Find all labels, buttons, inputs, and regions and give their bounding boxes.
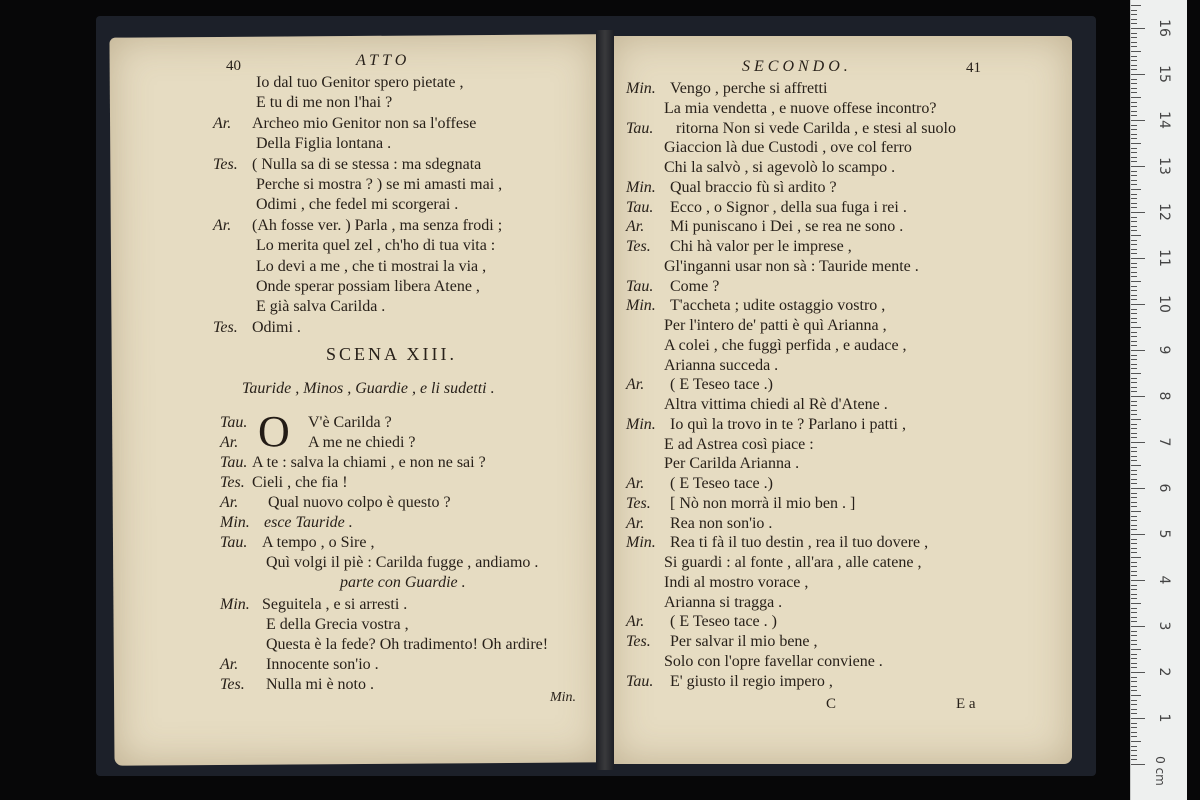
ruler-tick (1131, 594, 1137, 595)
ruler-tick (1131, 290, 1137, 291)
ruler-tick (1131, 341, 1137, 342)
text-line: Rea ti fà il tuo destin , rea il tuo dovere , (670, 534, 929, 552)
ruler-tick (1131, 603, 1141, 604)
ruler-tick (1131, 635, 1137, 636)
ruler-tick (1131, 28, 1145, 29)
ruler-tick (1131, 677, 1137, 678)
ruler-tick (1131, 557, 1141, 558)
ruler-tick (1131, 534, 1145, 535)
text-line: Lo devi a me , che ti mostrai la via , (256, 257, 487, 275)
drop-capital: O (258, 407, 290, 456)
ruler-tick (1131, 644, 1137, 645)
ruler-tick (1131, 313, 1137, 314)
ruler-number: 13 (1156, 157, 1172, 175)
ruler-number: 9 (1156, 345, 1172, 355)
text-line: La mia vendetta , e nuove offese incontro? (664, 99, 937, 117)
ruler-tick (1131, 649, 1141, 650)
ruler-tick (1131, 157, 1137, 158)
speaker-label: Min. (220, 514, 250, 531)
ruler-tick (1131, 520, 1137, 521)
speaker-label: Ar. (213, 114, 232, 132)
text-line: Arianna si tragga . (664, 593, 783, 611)
ruler-tick (1131, 322, 1137, 323)
ruler-tick (1131, 79, 1137, 80)
ruler-tick (1131, 709, 1137, 710)
text-line: ( Nulla sa di se stessa : ma sdegnata (252, 155, 482, 173)
text-line: V'è Carilda ? (308, 414, 392, 431)
ruler-tick (1131, 465, 1141, 466)
ruler-tick (1131, 115, 1137, 116)
ruler-tick (1131, 681, 1137, 682)
speaker-label: Ar. (626, 475, 645, 492)
right-catchword: E a (956, 696, 976, 712)
left-catchword: Min. (550, 690, 577, 705)
text-line: Qual nuovo colpo è questo ? (268, 494, 451, 511)
speaker-label: Tes. (626, 633, 651, 650)
ruler-tick (1131, 10, 1137, 11)
ruler-tick (1131, 373, 1141, 374)
ruler-number: 15 (1156, 65, 1172, 83)
text-line: Lo merita quel zel , ch'ho di tua vita : (256, 237, 496, 255)
speaker-label: Ar. (626, 613, 645, 631)
ruler-tick (1131, 497, 1137, 498)
ruler-tick (1131, 502, 1137, 503)
ruler-number: 7 (1156, 437, 1172, 447)
ruler-tick (1131, 42, 1137, 43)
ruler-tick (1131, 240, 1137, 241)
text-line: Della Figlia lontana . (256, 135, 392, 153)
speaker-label: Ar. (626, 376, 645, 394)
ruler-tick (1131, 516, 1137, 517)
speaker-label: Min. (626, 534, 656, 552)
ruler-tick (1131, 327, 1141, 328)
ruler-tick (1131, 244, 1137, 245)
text-line: Io quì la trovo in te ? Parlano i patti , (670, 415, 906, 433)
ruler-tick (1131, 336, 1137, 337)
ruler-tick (1131, 226, 1137, 227)
book-gutter (596, 30, 614, 770)
text-line: Per l'intero de' patti è quì Arianna , (664, 317, 887, 334)
ruler-tick (1131, 221, 1137, 222)
ruler-tick (1131, 488, 1145, 489)
ruler-tick (1131, 598, 1137, 599)
ruler-tick (1131, 764, 1145, 765)
ruler-unit-label: 0 cm (1152, 756, 1167, 786)
ruler-tick (1131, 470, 1137, 471)
ruler-tick (1131, 456, 1137, 457)
ruler-tick (1131, 138, 1137, 139)
ruler-tick (1131, 281, 1141, 282)
speaker-label: Tau. (220, 454, 248, 471)
ruler-tick (1131, 437, 1137, 438)
ruler-tick (1131, 727, 1137, 728)
ruler-tick (1131, 276, 1137, 277)
ruler-tick (1131, 424, 1137, 425)
ruler-tick (1131, 350, 1145, 351)
ruler-tick (1131, 175, 1137, 176)
text-line: Innocente son'io . (266, 656, 379, 673)
speaker-label: Ar. (213, 216, 232, 234)
text-line: Indi al mostro vorace , (664, 573, 809, 591)
ruler-tick (1131, 483, 1137, 484)
ruler-tick (1131, 368, 1137, 369)
speaker-label: Tes. (220, 474, 245, 491)
text-line: Perche si mostra ? ) se mi amasti mai , (256, 176, 503, 193)
text-line: ( E Teseo tace .) (670, 376, 773, 394)
scene-cast: Tauride , Minos , Guardie , e li sudetti . (242, 380, 495, 397)
ruler-tick (1131, 65, 1137, 66)
speaker-label: Min. (626, 80, 656, 97)
ruler-tick (1131, 378, 1137, 379)
measuring-ruler (1130, 0, 1187, 800)
ruler-tick (1131, 451, 1137, 452)
text-line: Come ? (670, 277, 720, 295)
ruler-tick (1131, 46, 1137, 47)
ruler-number: 4 (1156, 575, 1172, 585)
ruler-tick (1131, 304, 1145, 305)
text-line: E' giusto il regio impero , (670, 672, 833, 690)
text-line: A te : salva la chiami , e non ne sai ? (252, 454, 486, 471)
ruler-tick (1131, 180, 1137, 181)
ruler-tick (1131, 88, 1137, 89)
ruler-tick (1131, 364, 1137, 365)
speaker-label: Tau. (626, 119, 654, 137)
ruler-number: 3 (1156, 621, 1172, 631)
text-line: A tempo , o Sire , (262, 534, 375, 551)
ruler-tick (1131, 585, 1137, 586)
text-line: (Ah fosse ver. ) Parla , ma senza frodi ; (252, 216, 503, 234)
ruler-tick (1131, 460, 1137, 461)
ruler-tick (1131, 391, 1137, 392)
ruler-tick (1131, 548, 1137, 549)
text-line: Seguitela , e si arresti . (262, 596, 408, 613)
ruler-tick (1131, 97, 1141, 98)
ruler-tick (1131, 562, 1137, 563)
ruler-tick (1131, 433, 1137, 434)
ruler-tick (1131, 120, 1145, 121)
ruler-tick (1131, 755, 1137, 756)
text-line: E tu di me non l'hai ? (256, 94, 393, 112)
ruler-number: 16 (1156, 19, 1172, 37)
text-line: ritorna Non si vede Carilda , e stesi al suolo (676, 119, 956, 137)
ruler-number: 2 (1156, 667, 1172, 677)
ruler-tick (1131, 442, 1145, 443)
ruler-tick (1131, 263, 1137, 264)
ruler-tick (1131, 106, 1137, 107)
ruler-tick (1131, 663, 1137, 664)
speaker-label: Ar. (220, 494, 239, 511)
ruler-tick (1131, 23, 1137, 24)
ruler-tick (1131, 405, 1137, 406)
text-line: ( E Teseo tace .) (670, 475, 773, 492)
ruler-tick (1131, 359, 1137, 360)
text-line: Gl'inganni usar non sà : Tauride mente . (664, 257, 919, 275)
ruler-tick (1131, 19, 1137, 20)
speaker-label: Min. (220, 596, 250, 613)
ruler-tick (1131, 686, 1137, 687)
ruler-tick (1131, 309, 1137, 310)
ruler-tick (1131, 51, 1141, 52)
ruler-number: 8 (1156, 391, 1172, 401)
ruler-tick (1131, 272, 1137, 273)
ruler-tick (1131, 184, 1137, 185)
ruler-tick (1131, 617, 1137, 618)
text-line: Ecco , o Signor , della sua fuga i rei . (670, 198, 907, 216)
ruler-tick (1131, 148, 1137, 149)
text-line: Chi hà valor per le imprese , (670, 238, 852, 255)
ruler-tick (1131, 746, 1137, 747)
ruler-tick (1131, 355, 1137, 356)
ruler-tick (1131, 690, 1137, 691)
ruler-tick (1131, 529, 1137, 530)
speaker-label: Ar. (220, 434, 239, 451)
ruler-tick (1131, 543, 1137, 544)
text-line: Altra vittima chiedi al Rè d'Atene . (664, 396, 888, 413)
text-line: ( E Teseo tace . ) (670, 613, 777, 631)
ruler-tick (1131, 217, 1137, 218)
ruler-tick (1131, 171, 1137, 172)
left-page-header: ATTO (356, 52, 411, 69)
speaker-label: Tau. (626, 672, 654, 690)
ruler-tick (1131, 759, 1137, 760)
text-line: T'accheta ; udite ostaggio vostro , (670, 297, 886, 315)
ruler-tick (1131, 723, 1137, 724)
ruler-tick (1131, 571, 1137, 572)
ruler-tick (1131, 189, 1141, 190)
right-page-number: 41 (966, 60, 981, 76)
ruler-tick (1131, 332, 1137, 333)
ruler-tick (1131, 750, 1137, 751)
ruler-tick (1131, 713, 1137, 714)
speaker-label: Min. (626, 297, 656, 315)
ruler-tick (1131, 410, 1137, 411)
ruler-tick (1131, 111, 1137, 112)
ruler-tick (1131, 143, 1141, 144)
speaker-label: Tes. (213, 155, 238, 173)
text-line: [ Nò non morrà il mio ben . ] (670, 494, 856, 512)
ruler-tick (1131, 474, 1137, 475)
speaker-label: Tau. (220, 414, 248, 431)
ruler-tick (1131, 511, 1141, 512)
ruler-tick (1131, 539, 1137, 540)
left-page-number: 40 (226, 58, 241, 74)
text-line: Arianna succeda . (664, 356, 779, 374)
speaker-label: Min. (626, 178, 656, 196)
text-line: Qual braccio fù sì ardito ? (670, 178, 837, 196)
text-line: E già salva Carilda . (256, 298, 386, 316)
ruler-tick (1131, 249, 1137, 250)
ruler-tick (1131, 253, 1137, 254)
ruler-number: 11 (1156, 249, 1172, 267)
text-line: Per salvar il mio bene , (670, 633, 818, 650)
ruler-number: 12 (1156, 203, 1172, 221)
ruler-tick (1131, 56, 1137, 57)
ruler-tick (1131, 589, 1137, 590)
text-line: Odimi . (252, 318, 301, 336)
ruler-tick (1131, 161, 1137, 162)
ruler-tick (1131, 732, 1137, 733)
ruler-tick (1131, 414, 1137, 415)
ruler-tick (1131, 235, 1141, 236)
text-line: Giaccion là due Custodi , ove col ferro (664, 139, 912, 157)
ruler-tick (1131, 626, 1145, 627)
ruler-tick (1131, 267, 1137, 268)
ruler-tick (1131, 479, 1137, 480)
speaker-label: Tau. (626, 198, 654, 216)
ruler-tick (1131, 741, 1141, 742)
ruler-tick (1131, 658, 1137, 659)
ruler-tick (1131, 37, 1137, 38)
ruler-tick (1131, 207, 1137, 208)
speaker-label: Min. (626, 415, 656, 433)
ruler-tick (1131, 92, 1137, 93)
ruler-tick (1131, 5, 1141, 6)
ruler-tick (1131, 14, 1137, 15)
text-line: A me ne chiedi ? (308, 434, 416, 451)
text-line: Questa è la fede? Oh tradimento! Oh ardire! (266, 636, 549, 653)
ruler-tick (1131, 736, 1137, 737)
ruler-tick (1131, 667, 1137, 668)
ruler-tick (1131, 566, 1137, 567)
ruler-tick (1131, 295, 1137, 296)
ruler-tick (1131, 387, 1137, 388)
text-line: Vengo , perche si affretti (670, 80, 828, 97)
ruler-tick (1131, 396, 1145, 397)
text-line: Odimi , che fedel mi scorgerai . (256, 196, 459, 214)
ruler-tick (1131, 129, 1137, 130)
ruler-tick (1131, 612, 1137, 613)
text-line: Cieli , che fia ! (252, 474, 348, 491)
ruler-tick (1131, 258, 1145, 259)
scene-title: SCENA XIII. (326, 344, 457, 364)
ruler-tick (1131, 704, 1137, 705)
ruler-number: 14 (1156, 111, 1172, 129)
ruler-tick (1131, 552, 1137, 553)
ruler-tick (1131, 382, 1137, 383)
ruler-tick (1131, 506, 1137, 507)
ruler-number: 10 (1156, 295, 1172, 313)
text-line: Per Carilda Arianna . (664, 455, 800, 473)
ruler-number: 5 (1156, 529, 1172, 539)
ruler-tick (1131, 166, 1145, 167)
ruler-tick (1131, 631, 1137, 632)
ruler-tick (1131, 69, 1137, 70)
ruler-tick (1131, 695, 1141, 696)
ruler-tick (1131, 102, 1137, 103)
speaker-label: Tes. (220, 676, 245, 693)
text-line: Quì volgi il piè : Carilda fugge , andiamo . (266, 554, 539, 571)
text-line: Onde sperar possiam libera Atene , (256, 278, 480, 295)
ruler-tick (1131, 493, 1137, 494)
text-line: A colei , che fuggì perfida , e audace , (664, 336, 907, 354)
speaker-label: Tau. (626, 277, 654, 295)
text-line: Archeo mio Genitor non sa l'offese (252, 114, 477, 132)
text-line: Io dal tuo Genitor spero pietate , (256, 74, 464, 91)
speaker-label: Tes. (626, 238, 651, 255)
speaker-label: Tes. (213, 318, 238, 336)
text-line: Si guardi : al fonte , all'ara , alle catene , (664, 554, 922, 571)
text-line: esce Tauride . (264, 514, 353, 531)
speaker-label: Ar. (626, 514, 645, 532)
ruler-tick (1131, 33, 1137, 34)
speaker-label: Tes. (626, 494, 651, 512)
ruler-tick (1131, 640, 1137, 641)
ruler-tick (1131, 419, 1141, 420)
ruler-tick (1131, 83, 1137, 84)
ruler-tick (1131, 525, 1137, 526)
text-line: Chi la salvò , si agevolò lo scampo . (664, 159, 896, 176)
ruler-tick (1131, 608, 1137, 609)
ruler-tick (1131, 318, 1137, 319)
ruler-tick (1131, 575, 1137, 576)
ruler-tick (1131, 212, 1145, 213)
text-line: Solo con l'opre favellar conviene . (664, 652, 883, 670)
ruler-number: 1 (1156, 713, 1172, 723)
text-line: parte con Guardie . (340, 574, 466, 591)
ruler-tick (1131, 134, 1137, 135)
ruler-tick (1131, 654, 1137, 655)
ruler-tick (1131, 125, 1137, 126)
text-line: E della Grecia vostra , (266, 616, 409, 633)
speaker-label: Ar. (220, 656, 239, 673)
signature-mark: C (826, 696, 837, 712)
ruler-tick (1131, 74, 1145, 75)
ruler-tick (1131, 299, 1137, 300)
ruler-tick (1131, 580, 1145, 581)
ruler-tick (1131, 621, 1137, 622)
ruler-tick (1131, 230, 1137, 231)
ruler-tick (1131, 447, 1137, 448)
speaker-label: Tau. (220, 534, 248, 551)
ruler-tick (1131, 345, 1137, 346)
ruler-tick (1131, 198, 1137, 199)
ruler-tick (1131, 152, 1137, 153)
ruler-tick (1131, 428, 1137, 429)
ruler-tick (1131, 203, 1137, 204)
text-line: E ad Astrea così piace : (664, 435, 814, 453)
right-page-header: SECONDO. (742, 58, 852, 75)
ruler-tick (1131, 401, 1137, 402)
speaker-label: Ar. (626, 218, 645, 236)
text-line: Nulla mi è noto . (266, 676, 374, 693)
ruler-tick (1131, 700, 1137, 701)
text-line: Rea non son'io . (670, 514, 773, 532)
ruler-tick (1131, 60, 1137, 61)
ruler-tick (1131, 718, 1145, 719)
ruler-tick (1131, 194, 1137, 195)
text-line: Mi puniscano i Dei , se rea ne sono . (670, 218, 904, 236)
ruler-number: 6 (1156, 483, 1172, 493)
ruler-tick (1131, 286, 1137, 287)
ruler-tick (1131, 672, 1145, 673)
